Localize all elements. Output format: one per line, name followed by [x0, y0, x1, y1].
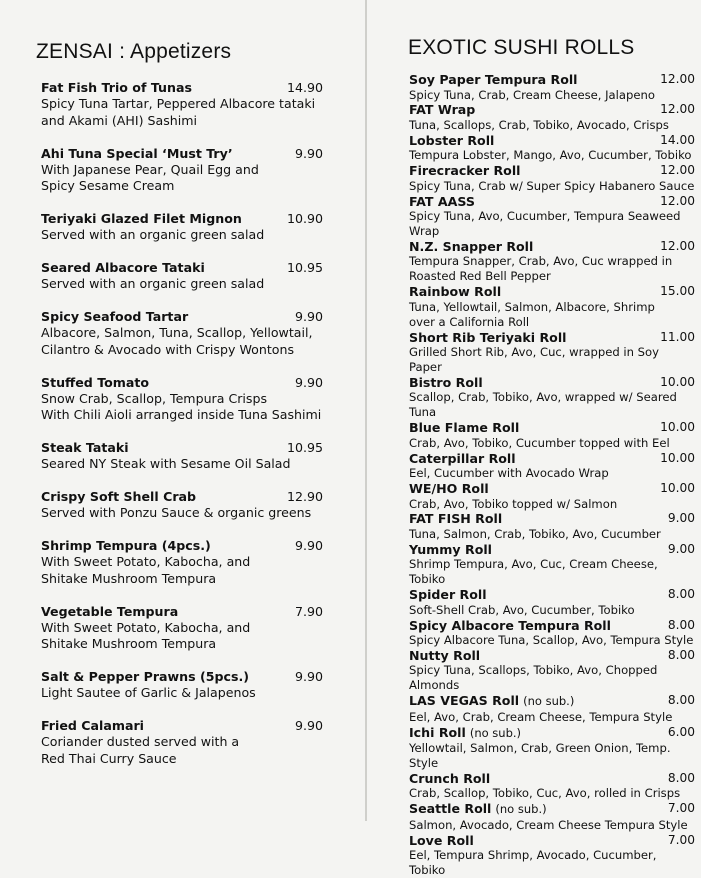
roll-price: 8.00 [667, 770, 695, 785]
roll-description: Spicy Tuna, Avo, Cucumber, Tempura Seaweed Wrap [409, 209, 681, 239]
appetizer-price: 10.95 [286, 260, 323, 275]
sushi-roll-item [409, 725, 695, 771]
sushi-roll-item [409, 72, 695, 102]
roll-description: Tempura Lobster, Mango, Avo, Cucumber, Tobiko [409, 148, 692, 163]
roll-description: Soft-Shell Crab, Avo, Cucumber, Tobiko [409, 602, 635, 617]
appetizer-item [41, 211, 325, 244]
appetizer-price: 7.90 [294, 603, 323, 619]
roll-header [409, 194, 695, 210]
roll-description: Tempura Snapper, Crab, Avo, Cuc wrapped in Roasted Red Bell Pepper [409, 254, 673, 284]
roll-header [409, 239, 695, 255]
roll-name: N.Z. Snapper Roll [409, 238, 534, 254]
roll-header [409, 451, 695, 467]
roll-description: Eel, Cucumber with Avocado Wrap [409, 466, 609, 481]
appetizer-item [41, 146, 325, 195]
roll-description: Spicy Tuna, Scallops, Tobiko, Avo, Chopped Almonds [409, 663, 658, 693]
roll-price: 8.00 [667, 647, 695, 662]
roll-name: Spicy Albacore Tempura Roll [409, 617, 611, 633]
sushi-rolls-heading: EXOTIC SUSHI ROLLS [408, 36, 635, 59]
roll-header [409, 833, 695, 849]
roll-header [409, 420, 695, 436]
roll-price: 7.00 [667, 801, 695, 816]
roll-note: (no sub.) [469, 725, 522, 740]
sushi-roll-item [409, 284, 695, 329]
sushi-roll-item [409, 587, 695, 617]
appetizer-description: Spicy Tuna Tartar, Peppered Albacore tataki and Akami (AHI) Sashimi [41, 96, 316, 128]
appetizer-description: Seared NY Steak with Sesame Oil Salad [41, 456, 291, 471]
roll-description: Eel, Avo, Crab, Cream Cheese, Tempura Style [409, 709, 673, 724]
appetizer-description: Light Sautee of Garlic & Jalapenos [41, 685, 256, 700]
roll-price: 9.00 [667, 541, 695, 556]
roll-description: Crab, Scallop, Tobiko, Cuc, Avo, rolled in Crisps [409, 786, 681, 801]
sushi-roll-item [409, 693, 695, 724]
roll-header [409, 801, 695, 818]
appetizer-item [41, 489, 325, 522]
roll-price: 8.00 [667, 617, 695, 632]
appetizer-price: 10.95 [286, 440, 323, 455]
roll-name: Blue Flame Roll [409, 420, 520, 436]
sushi-roll-item [409, 420, 695, 450]
appetizer-item [41, 260, 325, 293]
roll-name: Soy Paper Tempura Roll [409, 72, 578, 87]
roll-price: 8.00 [667, 587, 695, 602]
appetizer-description: Snow Crab, Scallop, Tempura Crisps With Chili Aioli arranged inside Tuna Sashimi [41, 390, 322, 422]
sushi-roll-item [409, 330, 695, 375]
appetizer-name: Fat Fish Trio of Tunas [41, 80, 192, 95]
appetizer-name: Steak Tataki [41, 440, 129, 455]
roll-price: 7.00 [667, 832, 695, 847]
roll-name: Yummy Roll [409, 541, 492, 557]
roll-header [409, 163, 695, 179]
roll-description: Crab, Avo, Tobiko topped w/ Salmon [409, 496, 618, 511]
roll-name: Bistro Roll [409, 374, 483, 390]
roll-note: (no sub.) [523, 694, 575, 709]
roll-price: 10.00 [660, 420, 695, 435]
sushi-roll-item [409, 194, 695, 239]
roll-name: Lobster Roll [409, 132, 495, 148]
appetizer-description: Coriander dusted served with a Red Thai Curry Sauce [41, 734, 240, 766]
appetizer-item [41, 375, 325, 424]
sushi-roll-item [409, 239, 695, 284]
roll-header [409, 375, 695, 391]
appetizer-item [41, 440, 325, 473]
appetizer-name: Crispy Soft Shell Crab [41, 489, 197, 504]
roll-name: FAT Wrap [409, 102, 476, 118]
roll-description: Spicy Tuna, Crab w/ Super Spicy Habanero Sauce [409, 178, 695, 193]
roll-price: 12.00 [660, 238, 695, 253]
roll-description: Salmon, Avocado, Cream Cheese Tempura Style [409, 817, 688, 832]
roll-price: 10.00 [660, 374, 695, 389]
sushi-roll-item [409, 648, 695, 693]
roll-description: Tuna, Yellowtail, Salmon, Albacore, Shrimp over a California Roll [409, 299, 655, 329]
sushi-roll-item [409, 833, 695, 878]
sushi-roll-item [409, 163, 695, 193]
appetizer-price: 12.90 [286, 489, 323, 504]
appetizer-price: 9.90 [294, 669, 323, 684]
roll-description: Shrimp Tempura, Avo, Cuc, Cream Cheese, Tobiko [409, 557, 658, 587]
sushi-roll-item [409, 771, 695, 801]
appetizer-description: Served with Ponzu Sauce & organic greens [41, 505, 312, 520]
appetizer-name: Stuffed Tomato [41, 374, 150, 390]
roll-name: Rainbow Roll [409, 284, 502, 300]
roll-name: Seattle Roll [409, 801, 492, 817]
appetizer-name: Salt & Pepper Prawns (5pcs.) [41, 669, 250, 684]
sushi-roll-item [409, 801, 695, 832]
roll-header [409, 587, 695, 603]
roll-description: Tuna, Salmon, Crab, Tobiko, Avo, Cucumber [409, 526, 661, 541]
roll-name: LAS VEGAS Roll [409, 693, 520, 709]
roll-price: 8.00 [667, 693, 695, 708]
roll-note: (no sub.) [495, 802, 547, 817]
roll-price: 9.00 [667, 511, 695, 526]
appetizer-name: Seared Albacore Tataki [41, 260, 205, 275]
appetizer-price: 9.90 [294, 718, 323, 733]
appetizer-description: With Japanese Pear, Quail Egg and Spicy Sesame Cream [41, 161, 259, 193]
roll-description: Spicy Tuna, Crab, Cream Cheese, Jalapeno [409, 87, 655, 102]
appetizer-description: Served with an organic green salad [41, 276, 265, 291]
sushi-roll-item [409, 481, 695, 511]
roll-price: 11.00 [660, 329, 695, 344]
sushi-roll-item [409, 102, 695, 132]
roll-name: Crunch Roll [409, 770, 491, 786]
roll-price: 12.00 [660, 102, 695, 117]
appetizers-heading: ZENSAI : Appetizers [36, 40, 232, 63]
appetizer-item [41, 718, 325, 767]
roll-header [409, 481, 695, 497]
appetizer-price: 9.90 [294, 145, 323, 161]
roll-header [409, 693, 695, 710]
appetizer-item [41, 80, 325, 129]
roll-price: 14.00 [660, 132, 695, 147]
appetizer-item [41, 604, 325, 653]
roll-header [409, 284, 695, 300]
roll-description: Eel, Tempura Shrimp, Avocado, Cucumber, Tobiko [409, 848, 657, 878]
roll-price: 12.00 [660, 163, 695, 178]
roll-header [409, 648, 695, 664]
appetizer-price: 9.90 [294, 538, 323, 553]
sushi-roll-item [409, 542, 695, 587]
roll-name: Caterpillar Roll [409, 450, 516, 466]
roll-price: 10.00 [660, 481, 695, 495]
appetizer-name: Teriyaki Glazed Filet Mignon [41, 211, 242, 226]
roll-name: Firecracker Roll [409, 163, 521, 179]
roll-name: WE/HO Roll [409, 481, 489, 496]
column-divider [365, 0, 367, 821]
appetizer-name: Fried Calamari [41, 718, 144, 733]
appetizer-name: Ahi Tuna Special ‘Must Try’ [41, 145, 233, 161]
roll-price: 6.00 [667, 724, 695, 739]
appetizer-price: 10.90 [286, 211, 323, 226]
roll-price: 12.00 [660, 193, 695, 208]
roll-name: Ichi Roll [409, 724, 466, 740]
roll-description: Spicy Albacore Tuna, Scallop, Avo, Tempura Style [409, 633, 694, 648]
sushi-rolls-list [409, 72, 695, 878]
appetizer-price: 14.90 [286, 80, 323, 95]
roll-header [409, 618, 695, 634]
roll-header [409, 542, 695, 558]
appetizer-item [41, 669, 325, 702]
roll-header [409, 102, 695, 118]
appetizer-description: With Sweet Potato, Kabocha, and Shitake Mushroom Tempura [41, 619, 251, 651]
roll-header [409, 133, 695, 149]
roll-description: Yellowtail, Salmon, Crab, Green Onion, Temp. Style [409, 741, 671, 771]
roll-price: 15.00 [660, 284, 695, 299]
roll-description: Scallop, Crab, Tobiko, Avo, wrapped w/ Seared Tuna [409, 390, 677, 420]
appetizer-price: 9.90 [294, 309, 323, 324]
roll-header [409, 72, 695, 88]
roll-price: 10.00 [660, 450, 695, 465]
appetizer-name: Shrimp Tempura (4pcs.) [41, 538, 211, 553]
appetizers-list [41, 80, 325, 784]
sushi-roll-item [409, 511, 695, 541]
roll-name: Short Rib Teriyaki Roll [409, 329, 567, 345]
sushi-roll-item [409, 375, 695, 420]
appetizer-item [41, 309, 325, 358]
appetizer-description: Served with an organic green salad [41, 227, 265, 242]
sushi-roll-item [409, 133, 695, 163]
appetizer-name: Vegetable Tempura [41, 603, 179, 619]
appetizer-item [41, 538, 325, 587]
appetizer-description: With Sweet Potato, Kabocha, and Shitake Mushroom Tempura [41, 554, 251, 586]
roll-header [409, 771, 695, 787]
appetizer-description: Albacore, Salmon, Tuna, Scallop, Yellowtail, Cilantro & Avocado with Crispy Wontons [41, 325, 313, 357]
roll-name: Nutty Roll [409, 647, 481, 663]
appetizer-name: Spicy Seafood Tartar [41, 309, 189, 324]
sushi-roll-item [409, 618, 695, 648]
sushi-roll-item [409, 451, 695, 481]
roll-description: Grilled Short Rib, Avo, Cuc, wrapped in Soy Paper [409, 345, 659, 374]
roll-header [409, 725, 695, 742]
roll-name: FAT AASS [409, 193, 475, 209]
roll-header [409, 511, 695, 527]
roll-price: 12.00 [660, 72, 695, 86]
roll-description: Tuna, Scallops, Crab, Tobiko, Avocado, Crisps [409, 117, 669, 132]
roll-header [409, 330, 695, 346]
roll-description: Crab, Avo, Tobiko, Cucumber topped with Eel [409, 435, 670, 450]
roll-name: FAT FISH Roll [409, 511, 503, 527]
roll-name: Spider Roll [409, 587, 487, 603]
appetizer-price: 9.90 [294, 374, 323, 390]
roll-name: Love Roll [409, 832, 474, 848]
